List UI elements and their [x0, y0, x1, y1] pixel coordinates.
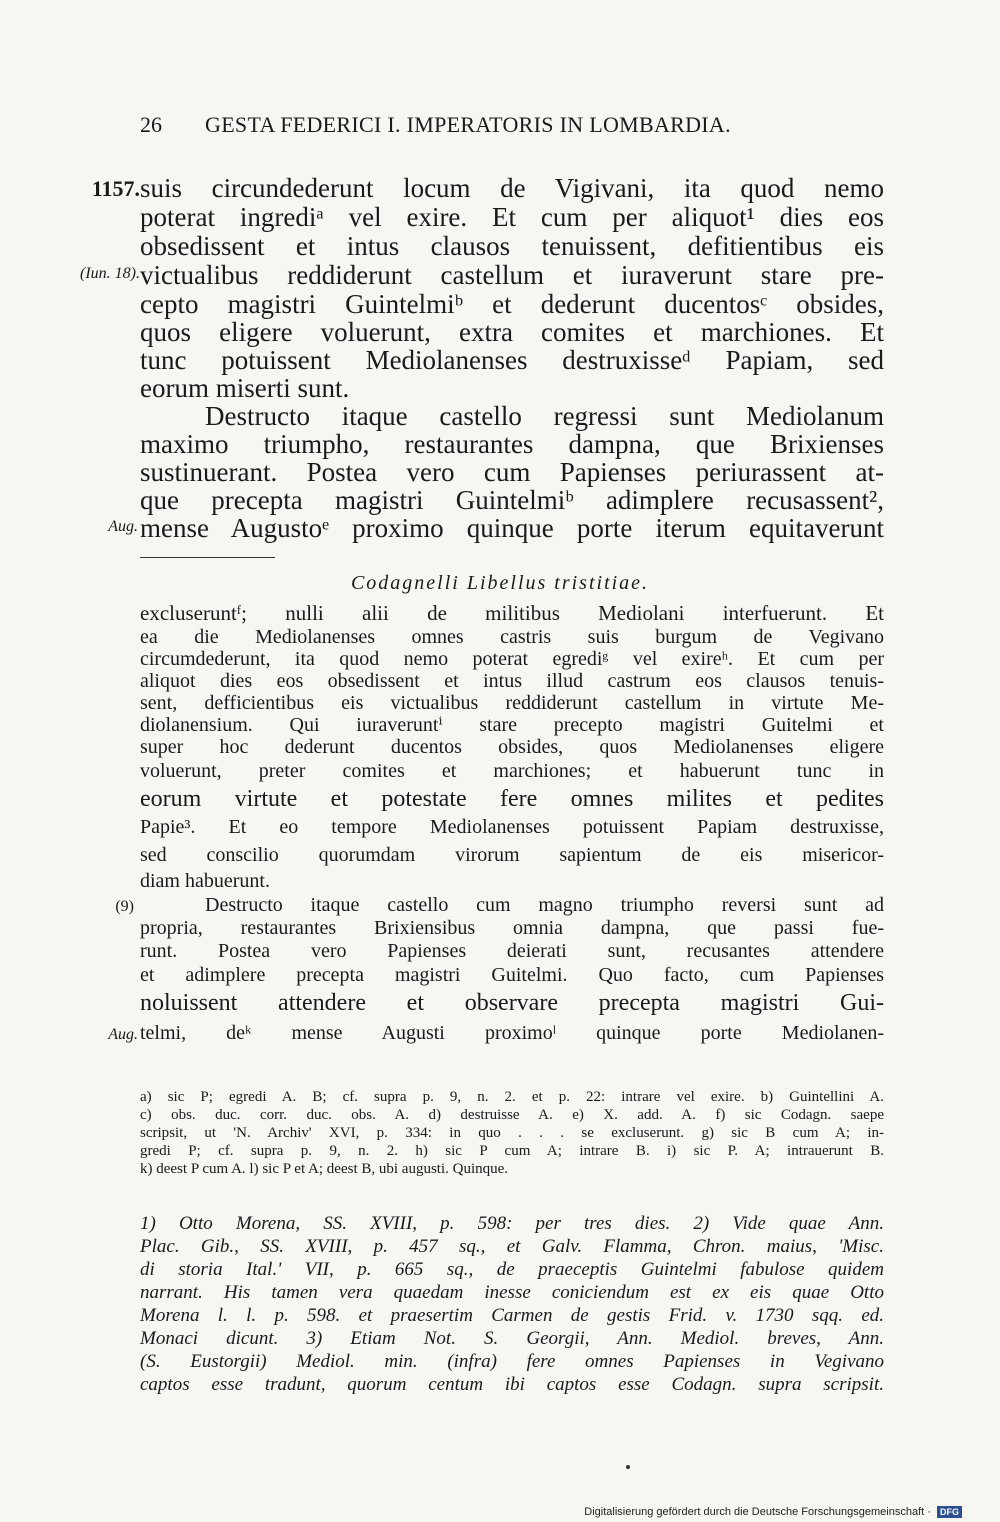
cod-line: excluseruntᶠ; nulli alii de militibus Mediolani interfuerunt. Et: [140, 601, 884, 625]
dfg-logo-icon: DFG: [937, 1506, 962, 1518]
main-line: maximo triumpho, restaurantes dampna, que Brixienses: [140, 429, 884, 459]
cod-line: runt. Postea vero Papienses deierati sunt, recusantes attendere: [140, 940, 884, 962]
cod-line: sent, defficientibus eis victualibus reddiderunt castellum in virtute Me-: [140, 692, 884, 714]
main-line: cepto magistri Guintelmiᵇ et dederunt ducentosᶜ obsides,: [140, 289, 884, 319]
margin-date-jun: (Iun. 18).: [80, 265, 140, 282]
main-line: poterat ingrediᵃ vel exire. Et cum per aliquot¹ dies eos: [140, 202, 884, 232]
margin-aug-1: Aug.: [108, 518, 138, 535]
main-line: mense Augustoᵉ proximo quinque porte iterum equitaverunt: [140, 513, 884, 543]
cod-line: Papie³. Et eo tempore Mediolanenses potuissent Papiam destruxisse,: [140, 816, 884, 838]
main-line: obsedissent et intus clausos tenuissent, defitientibus eis: [140, 231, 884, 261]
cod-line: circumdederunt, ita quod nemo poterat egrediᵍ vel exireʰ. Et cum per: [140, 648, 884, 670]
main-line: victualibus reddiderunt castellum et iuraverunt stare pre-: [140, 260, 884, 290]
margin-aug-2: Aug.: [108, 1026, 138, 1043]
main-line: quos eligere voluerunt, extra comites et marchiones. Et: [140, 317, 884, 347]
margin-section-9: (9): [115, 898, 134, 915]
main-line: Destructo itaque castello regressi sunt Mediolanum: [205, 401, 884, 431]
cod-line: ea die Mediolanenses omnes castris suis burgum de Vegivano: [140, 626, 884, 648]
main-line: que precepta magistri Guintelmiᵇ adimplere recusassent²,: [140, 485, 884, 515]
cod-line: sed conscilio quorumdam virorum sapientum de eis misericor-: [140, 844, 884, 866]
codagnelli-heading: Codagnelli Libellus tristitiae.: [350, 572, 650, 594]
footnote-line: Morena l. l. p. 598. et praesertim Carmen de gestis Frid. v. 1730 sqq. ed.: [140, 1305, 884, 1326]
cod-line: et adimplere precepta magistri Guitelmi. Quo facto, cum Papienses: [140, 964, 884, 986]
footnote-line: (S. Eustorgii) Mediol. min. (infra) fere omnes Papienses in Vegivano: [140, 1351, 884, 1372]
cod-line: aliquot dies eos obsedissent et intus illud castrum eos clausos tenuis-: [140, 670, 884, 692]
footnote-line: captos esse tradunt, quorum centum ibi captos esse Codagn. supra scripsit.: [140, 1374, 884, 1395]
cod-line: telmi, deᵏ mense Augusti proximoˡ quinque porte Mediolanen-: [140, 1022, 884, 1044]
stray-mark: [626, 1465, 630, 1469]
apparatus-line: scripsit, ut 'N. Archiv' XVI, p. 334: in quo . . . se excluserunt. g) sic B cum A; in-: [140, 1125, 884, 1141]
apparatus-line: gredi P; cf. supra p. 9, n. 2. h) sic P cum A; intrare B. i) sic P. A; intrauerunt B.: [140, 1143, 884, 1159]
apparatus-line: a) sic P; egredi A. B; cf. supra p. 9, n. 2. et p. 22: intrare vel exire. b) Guintellini A.: [140, 1089, 884, 1105]
cod-line: voluerunt, preter comites et marchiones; et habuerunt tunc in: [140, 760, 884, 782]
cod-line: super hoc dederunt ducentos obsides, quos Mediolanenses eligere: [140, 736, 884, 758]
apparatus-line: k) deest P cum A. l) sic P et A; deest B, ubi augusti. Quinque.: [140, 1161, 509, 1177]
footnote-line: narrant. His tamen vera quaedam inesse coniciendum est ex eis quae Otto: [140, 1282, 884, 1303]
digitization-credit: [584, 1506, 962, 1518]
running-title: GESTA FEDERICI I. IMPERATORIS IN LOMBARDIA.: [205, 112, 731, 137]
margin-year: 1157.: [91, 176, 140, 201]
cod-line: diolanensium. Qui iuraveruntⁱ stare precepto magistri Guitelmi et: [140, 714, 884, 736]
main-line: tunc potuissent Mediolanenses destruxisseᵈ Papiam, sed: [140, 345, 884, 375]
cod-line: Destructo itaque castello cum magno triumpho reversi sunt ad: [205, 894, 884, 916]
credit-text: Digitalisierung gefördert durch die Deutsche Forschungsgemeinschaft ·: [584, 1506, 931, 1518]
cod-line: eorum virtute et potestate fere omnes milites et pedites: [140, 786, 884, 812]
main-line: sustinuerant. Postea vero cum Papienses periurassent at-: [140, 457, 884, 487]
footnote-line: di storia Ital.' VII, p. 665 sq., de praeceptis Guintelmi fabulose quidem: [140, 1259, 884, 1280]
page-header: [0, 112, 1000, 142]
cod-line: diam habuerunt.: [140, 870, 270, 892]
main-line: eorum miserti sunt.: [140, 373, 350, 403]
footnote-line: Plac. Gib., SS. XVIII, p. 457 sq., et Galv. Flamma, Chron. maius, 'Misc.: [140, 1236, 884, 1257]
cod-line: noluissent attendere et observare precepta magistri Gui-: [140, 990, 884, 1016]
cod-line: propria, restaurantes Brixiensibus omnia dampna, que passi fue-: [140, 917, 884, 939]
apparatus-line: c) obs. duc. corr. duc. obs. A. d) destruisse A. e) X. add. A. f) sic Codagn. saepe: [140, 1107, 884, 1123]
section-divider: [140, 557, 275, 558]
page-number: 26: [140, 112, 162, 137]
footnote-line: Monaci dicunt. 3) Etiam Not. S. Georgii, Ann. Mediol. breves, Ann.: [140, 1328, 884, 1349]
footnote-line: 1) Otto Morena, SS. XVIII, p. 598: per tres dies. 2) Vide quae Ann.: [140, 1213, 884, 1234]
main-line: suis circundederunt locum de Vigivani, ita quod nemo: [140, 173, 884, 203]
